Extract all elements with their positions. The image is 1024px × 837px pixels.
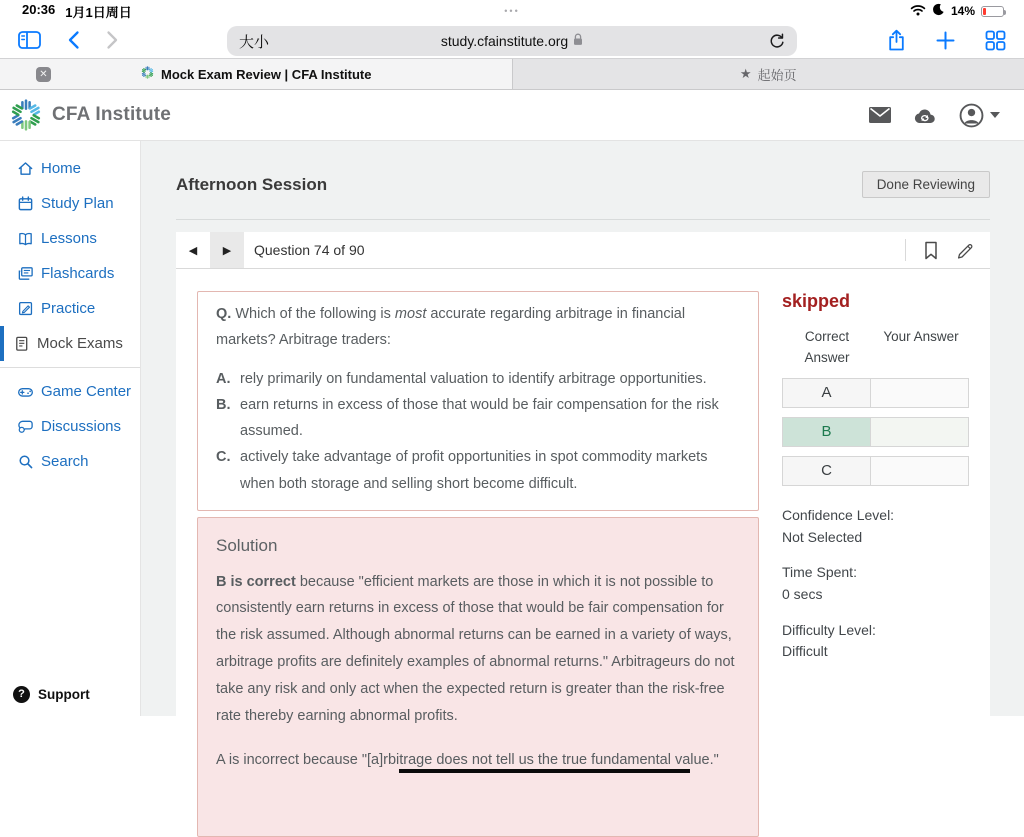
your-answer-c-cell [871, 456, 969, 486]
confidence-level: Confidence Level: Not Selected [782, 505, 972, 548]
reload-icon[interactable] [768, 32, 785, 50]
difficulty-level: Difficulty Level: Difficult [782, 620, 972, 663]
your-answer-b-cell [871, 417, 969, 447]
answer-row-a [782, 378, 972, 408]
messages-envelope-icon[interactable] [869, 107, 891, 123]
sidebar-item-home[interactable]: Home [0, 151, 140, 186]
address-bar[interactable] [227, 26, 797, 56]
search-icon [17, 453, 34, 470]
question-counter: Question 74 of 90 [254, 242, 365, 258]
sidebar-item-lessons[interactable]: Lessons [0, 221, 140, 256]
sidebar-divider [0, 367, 140, 368]
sidebar-item-mock-exams[interactable]: Mock Exams [0, 326, 140, 361]
option-a: A. rely primarily on fundamental valuation to identify arbitrage opportunities. [216, 366, 740, 392]
date: 1月1日周日 [65, 2, 131, 21]
answer-a-cell[interactable]: A [782, 378, 871, 408]
your-answer-header: Your Answer [872, 327, 970, 369]
back-button-icon[interactable] [67, 30, 80, 50]
your-answer-a-cell [871, 378, 969, 408]
sidebar-item-practice[interactable]: Practice [0, 291, 140, 326]
close-tab-icon[interactable]: ✕ [36, 67, 51, 82]
chevron-down-icon [990, 112, 1000, 118]
battery-icon [981, 6, 1004, 17]
question-box [197, 291, 759, 511]
sidebar-item-flashcards[interactable]: Flashcards [0, 256, 140, 291]
question-stem: Q. Which of the following is most accurate regarding arbitrage in financial markets? Arbitrage traders: [216, 301, 740, 353]
flashcards-icon [17, 265, 34, 282]
solution-paragraph-1: B is correct because "efficient markets are those in which it is not possible to consistently earn returns in excess of those that would be fair compensation for the risk assumed. Although abnormal returns can be earned in a variety of ways, arbitrage profits are definitely examples of abnormal returns." Arbitrageurs do not take any risk and only act when the expected return is greater than the risk-free rate thereby earning abnormal profits. [216, 569, 740, 730]
sidebar-item-study-plan[interactable]: Study Plan [0, 186, 140, 221]
pencil-icon[interactable] [956, 240, 976, 260]
home-icon [17, 160, 34, 177]
next-question-button[interactable]: ▶ [210, 232, 244, 268]
correct-answer-header: Correct Answer [782, 327, 872, 369]
sidebar-item-game-center[interactable]: Game Center [0, 374, 140, 409]
sidebar [0, 141, 141, 716]
multitask-dots-icon: ••• [0, 6, 1024, 16]
nav-divider [905, 239, 906, 261]
chat-bubble-icon [17, 418, 34, 435]
tab-title: Mock Exam Review | CFA Institute [161, 67, 372, 82]
tab-start-page[interactable] [512, 59, 1024, 89]
cfa-logo-icon [8, 97, 44, 133]
annotation-underline: trage does not tell us the true fundamental va [399, 752, 690, 773]
page-size-button[interactable]: 大小 [239, 31, 269, 52]
time-spent: Time Spent: 0 secs [782, 562, 972, 605]
main-content [141, 141, 1024, 716]
tab-bar [0, 58, 1024, 90]
answer-b-cell[interactable]: B [782, 417, 871, 447]
url-text: study.cfainstitute.org [441, 33, 568, 49]
new-tab-plus-icon[interactable] [936, 31, 955, 50]
option-b: B. earn returns in excess of those that would be fair compensation for the risk assumed. [216, 392, 740, 444]
star-icon: ★ [740, 66, 752, 82]
question-nav [176, 232, 990, 269]
support-button[interactable]: ? Support [13, 686, 90, 703]
result-panel [782, 291, 972, 837]
answer-row-c [782, 456, 972, 486]
share-icon[interactable] [887, 29, 906, 52]
solution-paragraph-2: A is incorrect because "[a]rbitrage does not tell us the true fundamental value." [216, 747, 740, 774]
tab-overview-icon[interactable] [985, 30, 1006, 51]
open-book-icon [17, 230, 34, 247]
question-mark-icon: ? [13, 686, 30, 703]
battery-percent: 14% [951, 4, 975, 18]
forward-button-icon[interactable] [106, 30, 119, 50]
answer-c-cell[interactable]: C [782, 456, 871, 486]
done-reviewing-button[interactable]: Done Reviewing [862, 171, 990, 198]
option-c: C. actively take advantage of profit opportunities in spot commodity markets when both storage and selling short become difficult. [216, 444, 740, 496]
gamepad-icon [17, 383, 34, 400]
mock-exams-icon [13, 335, 30, 352]
status-badge: skipped [782, 291, 972, 312]
cfa-logo[interactable] [8, 97, 171, 133]
tab-title: 起始页 [758, 65, 797, 84]
prev-question-button[interactable]: ◀ [176, 232, 210, 268]
browser-toolbar [0, 22, 1024, 58]
solution-title: Solution [216, 536, 740, 556]
site-header [0, 90, 1024, 141]
tab-mock-exam-review[interactable] [0, 59, 512, 89]
status-bar [0, 0, 1024, 22]
sidebar-item-search[interactable]: Search [0, 444, 140, 479]
practice-icon [17, 300, 34, 317]
question-card [176, 232, 990, 746]
account-avatar-icon[interactable] [959, 103, 1000, 128]
bookmark-icon[interactable] [924, 241, 938, 260]
solution-box [197, 517, 759, 837]
sidebar-toggle-icon[interactable] [18, 30, 41, 50]
sidebar-item-discussions[interactable]: Discussions [0, 409, 140, 444]
clock: 20:36 [22, 2, 55, 21]
cfa-favicon [140, 65, 155, 83]
brand-name: CFA Institute [52, 104, 171, 126]
page-title: Afternoon Session [176, 175, 327, 195]
lock-icon [573, 33, 583, 49]
cloud-sync-icon[interactable] [913, 107, 937, 124]
answer-row-b [782, 417, 972, 447]
calendar-icon [17, 195, 34, 212]
